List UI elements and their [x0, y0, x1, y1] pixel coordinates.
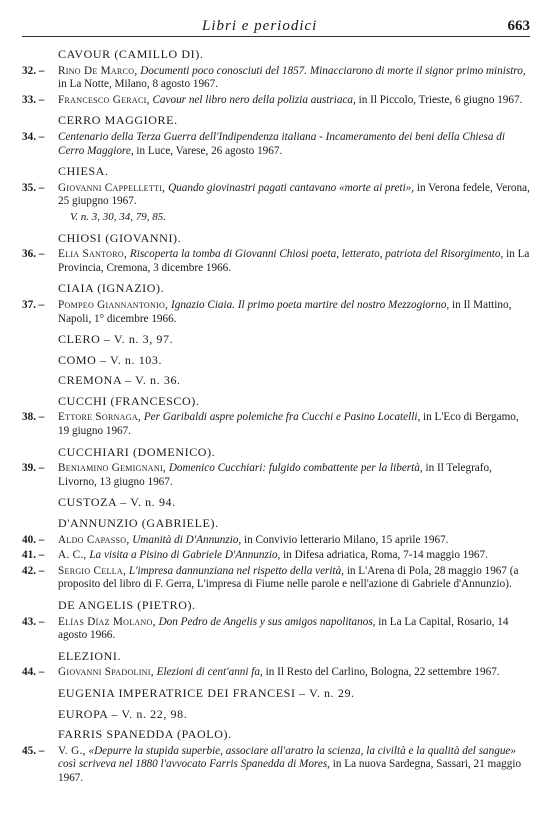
- entry-author: Francesco Geraci,: [58, 93, 150, 106]
- entry-text: [58, 182, 532, 209]
- entry-title: «Depurre la stupida superbie, associare all'aratro la scienza, la civiltà e la qualità del sangue» così scriveva nel 1880 l'avvocato Farris Spanedda di Mores,: [58, 744, 516, 771]
- entry-author: Giovanni Spadolini,: [58, 666, 154, 679]
- entry-number: 37. –: [22, 298, 45, 311]
- entry-text: [58, 534, 532, 548]
- entry-title: Riscoperta la tomba di Giovanni Chiosi poeta, letterato, patriota del Risorgimento,: [129, 248, 504, 261]
- entry-author: Ettore Sornaga,: [58, 411, 142, 424]
- entry-pub: in La Provincia, Cremona, 3 dicembre 1966.: [58, 248, 530, 274]
- entry-text: [58, 565, 532, 592]
- entry-text: [58, 549, 532, 563]
- entry-title: Domenico Cucchiari: fulgido combattente per la libertà,: [168, 462, 423, 475]
- running-header: [22, 18, 530, 37]
- subject-heading: DE ANGELIS (PIETRO).: [58, 598, 196, 612]
- bibliography-entry: [22, 534, 532, 548]
- entry-title: Per Garibaldi aspre polemiche fra Cucchi e Pasino Locatelli,: [143, 411, 421, 424]
- bibliography-entry: [22, 65, 532, 92]
- entry-pub: in Il Mattino, Napoli, 1° dicembre 1966.: [58, 298, 512, 325]
- entry-text: [58, 462, 532, 489]
- entry-author: Sergio Cella,: [58, 564, 127, 577]
- subject-heading: CREMONA – V. n. 36.: [58, 373, 181, 388]
- bibliography-entry: [22, 94, 532, 108]
- entry-author: Elia Santoro,: [58, 248, 128, 261]
- bibliography-entry: [22, 131, 532, 158]
- entry-number: 43. –: [22, 615, 45, 628]
- entry-number: 35. –: [22, 181, 45, 194]
- subject-heading: EUGENIA IMPERATRICE DEI FRANCESI – V. n. 29.: [58, 685, 355, 700]
- subject-heading: CHIESA.: [58, 164, 109, 179]
- entry-title: Ignazio Ciaia. Il primo poeta martire del nostro Mezzogiorno,: [171, 298, 450, 311]
- subject-heading: CUCCHI (FRANCESCO).: [58, 393, 200, 408]
- bibliography-list: [22, 48, 532, 788]
- subject-heading: EUROPA – V. n. 22, 98.: [58, 706, 188, 721]
- entry-pub: in Verona fedele, Verona, 25 giupgno 1967.: [58, 181, 530, 208]
- bibliography-entry: [22, 462, 532, 489]
- entry-text: [58, 666, 532, 680]
- running-title: Libri e periodici: [202, 18, 318, 34]
- entry-pub: in Il Resto del Carlino, Bologna, 22 settembre 1967.: [265, 666, 500, 679]
- bibliography-entry: [22, 411, 532, 438]
- entry-author: Pompeo Giannantonio,: [58, 298, 169, 311]
- entry-author: Rino De Marco,: [58, 64, 138, 77]
- bibliography-entry: [22, 549, 532, 563]
- entry-number: 36. –: [22, 248, 45, 261]
- entry-author: A. C.,: [58, 549, 87, 562]
- subject-heading: CERRO MAGGIORE.: [58, 113, 178, 128]
- entry-text: [58, 248, 532, 275]
- entry-pub: in Difesa adriatica, Roma, 7-14 maggio 1967.: [283, 549, 488, 562]
- bibliography-entry: [22, 248, 532, 275]
- entry-pub: in Convivio letterario Milano, 15 aprile 1967.: [244, 533, 449, 546]
- subject-heading: CAVOUR (CAMILLO DI).: [58, 47, 204, 61]
- entry-pub: in Il Telegrafo, Livorno, 13 giugno 1967.: [58, 462, 492, 488]
- bibliography-entry: [22, 616, 532, 643]
- subject-heading: ELEZIONI.: [58, 648, 122, 663]
- entry-author: Beniamino Gemignani,: [58, 462, 167, 475]
- entry-author: V. G.,: [58, 744, 86, 757]
- entry-number: 40. –: [22, 533, 45, 546]
- entry-number: 44. –: [22, 666, 45, 679]
- entry-title: Elezioni di cent'anni fa,: [156, 666, 263, 679]
- bibliography-entry: [22, 299, 532, 326]
- entry-text: [58, 616, 532, 643]
- subject-heading: D'ANNUNZIO (GABRIELE).: [58, 516, 219, 531]
- entry-title: Quando giovinastri pagati cantavano «morte ai preti»,: [168, 181, 415, 194]
- entry-author: Giovanni Cappelletti,: [58, 181, 166, 194]
- entry-text: [58, 411, 532, 438]
- entry-pub: in La nuova Sardegna, Sassari, 21 maggio 1967.: [58, 758, 522, 784]
- entry-text: [58, 131, 532, 158]
- entry-title: Documenti poco conosciuti del 1857. Minacciarono di morte il signor primo ministro,: [140, 64, 526, 77]
- entry-title: Umanità di D'Annunzio,: [132, 533, 242, 546]
- entry-author: Aldo Capasso,: [58, 533, 130, 546]
- subject-heading: CLERO – V. n. 3, 97.: [58, 332, 174, 347]
- entry-pub: in L'Eco di Bergamo, 19 giugno 1967.: [58, 411, 519, 438]
- bibliography-entry: [22, 182, 532, 209]
- entry-number: 33. –: [22, 93, 45, 106]
- entry-text: [58, 65, 532, 92]
- subject-heading: COMO – V. n. 103.: [58, 352, 163, 367]
- entry-number: 34. –: [22, 130, 45, 143]
- entry-number: 45. –: [22, 744, 45, 757]
- entry-pub: in Il Piccolo, Trieste, 6 giugno 1967.: [358, 93, 523, 106]
- bibliography-entry: [22, 745, 532, 786]
- entry-pub: in La La Capital, Rosario, 14 agosto 1966.: [58, 615, 509, 642]
- subject-heading: CUSTOZA – V. n. 94.: [58, 495, 176, 510]
- entry-title: Cavour nel libro nero della polizia austriaca,: [152, 93, 356, 106]
- subject-heading: CIAIA (IGNAZIO).: [58, 281, 165, 296]
- entry-text: [58, 745, 532, 786]
- entry-author: Elías Díaz Molano,: [58, 615, 156, 628]
- entry-number: 32. –: [22, 64, 45, 77]
- bibliography-entry: [22, 565, 532, 592]
- subject-heading: CHIOSI (GIOVANNI).: [58, 230, 182, 245]
- subject-heading: CUCCHIARI (DOMENICO).: [58, 444, 216, 459]
- entry-title: L'impresa dannunziana nel rispetto della verità,: [128, 564, 345, 577]
- entry-number: 42. –: [22, 564, 45, 577]
- page-number: 663: [507, 18, 530, 34]
- entry-number: 41. –: [22, 549, 45, 562]
- entry-pub: in La Notte, Milano, 8 agosto 1967.: [58, 78, 219, 91]
- entry-number: 39. –: [22, 462, 45, 475]
- entry-text: [58, 299, 532, 326]
- entry-title: Don Pedro de Angelis y sus amigos napolitanos,: [158, 615, 376, 628]
- entry-title: La visita a Pisino di Gabriele D'Annunzio,: [89, 549, 281, 562]
- entry-pub: in Luce, Varese, 26 agosto 1967.: [136, 144, 283, 157]
- entry-title: Centenario della Terza Guerra dell'Indipendenza italiana - Incameramento dei beni della Chiesa di Cerro Maggiore,: [58, 130, 505, 157]
- entry-number: 38. –: [22, 411, 45, 424]
- entry-pub: in L'Arena di Pola, 28 maggio 1967 (a proposito del libro di F. Gerra, L'impresa di Fiume nelle parole e nell'azione di Gabriele d'Annunzio).: [58, 564, 519, 591]
- subject-heading: FARRIS SPANEDDA (PAOLO).: [58, 727, 232, 742]
- entry-text: [58, 94, 532, 108]
- bibliography-entry: [22, 666, 532, 680]
- cross-reference: V. n. 3, 30, 34, 79, 85.: [70, 210, 167, 223]
